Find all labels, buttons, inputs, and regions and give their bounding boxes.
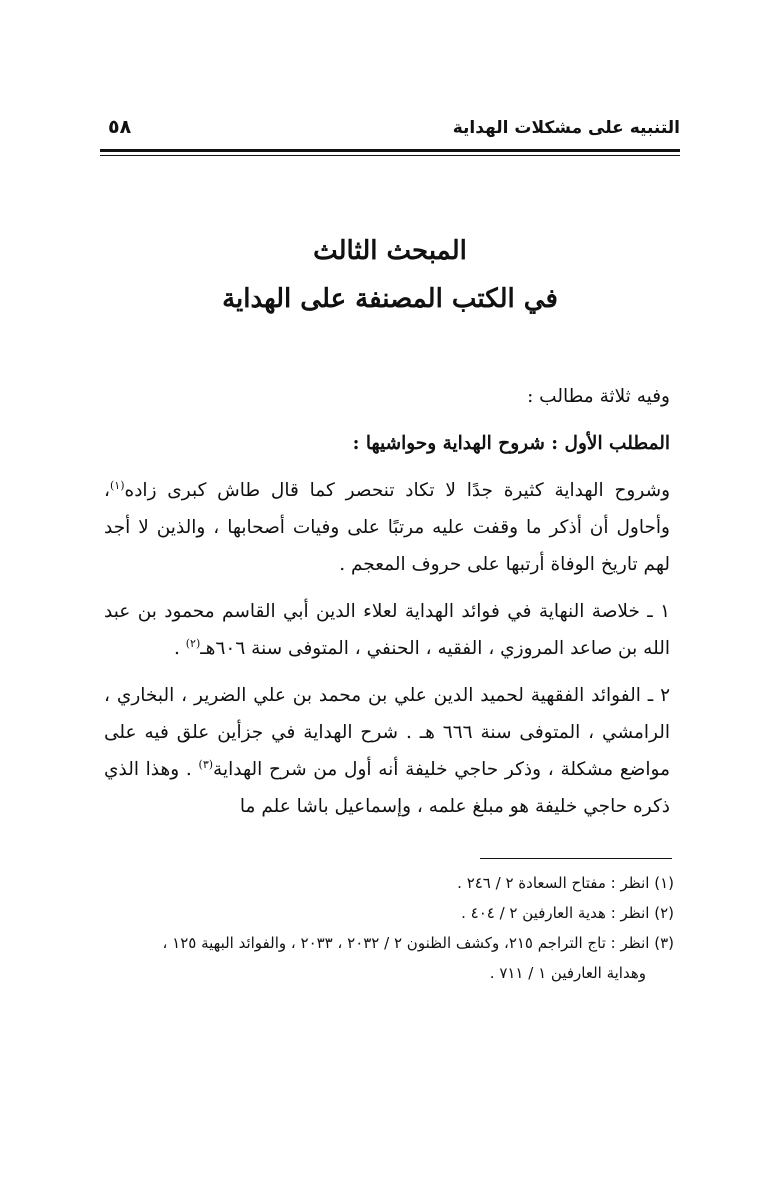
- running-header: [100, 116, 680, 148]
- page-number: ٥٨: [108, 116, 132, 138]
- footnote-text: انظر : مفتاح السعادة ٢ / ٢٤٦ .: [457, 874, 650, 892]
- paragraph-1-rest: وأحاول أن أذكر ما وقفت عليه مرتبًا على وفيات أصحابها ، والذين لا أجد لهم تاريخ الوفاة أرتبها على حروف المعجم .: [104, 517, 670, 575]
- footnote-num: (٢): [654, 904, 674, 922]
- footnote-num: (٣): [654, 934, 674, 952]
- footnote-ref-2: (٢): [185, 636, 201, 650]
- section-heading-2: في الكتب المصنفة على الهداية: [222, 284, 558, 314]
- footnote-text: انظر : هدية العارفين ٢ / ٤٠٤ .: [461, 904, 650, 922]
- list-item-2-rest: . وهذا الذي ذكره حاجي خليفة هو مبلغ علمه ، وإسماعيل باشا علم ما: [104, 759, 670, 817]
- paragraph-1: [104, 472, 670, 583]
- footnote-num: (١): [654, 874, 674, 892]
- header-rule-thin: [100, 155, 680, 156]
- list-item-2: [104, 677, 670, 825]
- section-heading-1: المبحث الثالث: [313, 236, 467, 266]
- footnote-3-continuation: وهداية العارفين ١ / ٧١١ .: [489, 964, 646, 982]
- footnotes: [104, 868, 674, 988]
- intro-line: وفيه ثلاثة مطالب :: [527, 386, 670, 407]
- footnote-ref-1: (١): [109, 478, 125, 492]
- body-text: [104, 378, 670, 825]
- list-item-2-text: ٢ ـ الفوائد الفقهية لحميد الدين علي بن محمد بن علي الضرير ، البخاري ، الرامشي ، المتوفى سنة ٦٦٦ هـ . شرح الهداية في جزأين علق فيه على مواضع مشكلة ، وذكر حاجي خليفة أنه أول من شرح الهداية: [104, 685, 670, 780]
- header-rule: [100, 149, 680, 152]
- footnote-2: [104, 898, 674, 928]
- footnote-separator: [480, 858, 672, 859]
- paragraph-1-comma: ،: [104, 480, 110, 501]
- paragraph-1-lead: وشروح الهداية كثيرة جدًا لا تكاد تنحصر كما قال طاش كبرى زاده: [124, 480, 670, 501]
- header-title: التنبيه على مشكلات الهداية: [452, 118, 680, 138]
- footnote-3: [104, 928, 674, 958]
- list-item-1-end: .: [173, 638, 180, 659]
- footnote-1: [104, 868, 674, 898]
- footnote-text: انظر : تاج التراجم ٢١٥، وكشف الظنون ٢ / ٢٠٣٢ ، ٢٠٣٣ ، والفوائد البهية ١٢٥ ،: [162, 934, 650, 952]
- list-item-1-text: ١ ـ خلاصة النهاية في فوائد الهداية لعلاء الدين أبي القاسم محمود بن عبد الله بن صاعد المروزي ، الفقيه ، الحنفي ، المتوفى سنة ٦٠٦هـ: [104, 601, 670, 659]
- list-item-1: [104, 593, 670, 667]
- subheading: المطلب الأول : شروح الهداية وحواشيها :: [352, 433, 670, 454]
- footnote-ref-3: (٣): [198, 757, 214, 771]
